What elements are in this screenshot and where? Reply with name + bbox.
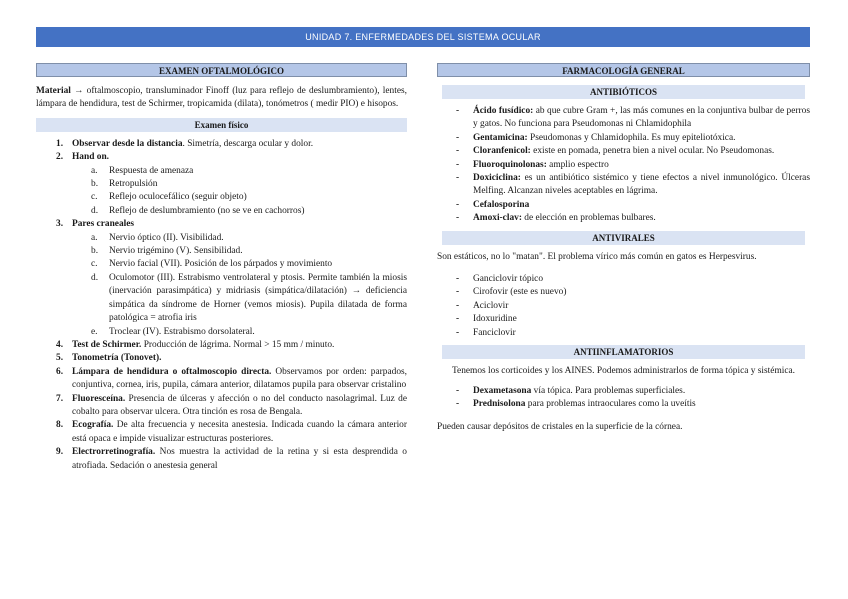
list-item: 4. Test de Schirmer. Producción de lágrima. Normal > 15 mm / minuto. bbox=[56, 339, 335, 350]
section-title-farmacologia: FARMACOLOGÍA GENERAL bbox=[437, 63, 810, 77]
antiinflamatorios-list bbox=[437, 385, 810, 412]
bullet-dash: - bbox=[456, 398, 460, 409]
list-item: b. Retropulsión bbox=[91, 179, 158, 190]
list-item: 7. Fluoresceína. Presencia de úlceras y afección o no del conducto nasolagrimal. Luz de cobalto para observar ulcera. Otra tinción es rosa de Bengala. bbox=[56, 393, 407, 417]
right-column bbox=[437, 63, 810, 435]
list-item: - Idoxuridine bbox=[437, 313, 810, 326]
section-title-examen: EXAMEN OFTALMOLÓGICO bbox=[36, 63, 407, 77]
bullet-dash: - bbox=[456, 314, 460, 325]
bullet-dash: - bbox=[456, 146, 460, 157]
material-label: Material bbox=[36, 86, 71, 96]
list-item: - Gentamicina: Pseudomonas y Chlamidophila. Es muy epiteliotóxica. bbox=[437, 132, 810, 145]
list-item: d. Reflejo de deslumbramiento (no se ve en cachorros) bbox=[91, 205, 305, 216]
list-item: d. Oculomotor (III). Estrabismo ventrolateral y ptosis. Permite también la miosis (inervación parasimpática) y midriasis (simpática/dilatación) → deficiencia simpática da síndrome de Horner (vemos miosis). Pupila dilatada de forma patológica = atrofia iris bbox=[91, 272, 407, 324]
list-item: - Cirofovir (este es nuevo) bbox=[437, 286, 810, 299]
subsection-title-examen-fisico: Examen físico bbox=[36, 118, 407, 132]
bullet-dash: - bbox=[456, 300, 460, 311]
subsection-title-antibioticos: ANTIBIÓTICOS bbox=[442, 85, 805, 99]
exam-list-tail bbox=[36, 339, 407, 473]
list-item: - Fanciclovir bbox=[437, 327, 810, 340]
list-item: 1. Observar desde la distancia. Simetría, descarga ocular y dolor. bbox=[56, 138, 314, 149]
bullet-dash: - bbox=[456, 385, 460, 396]
antibioticos-list bbox=[437, 105, 810, 226]
list-item: a. Respuesta de amenaza bbox=[91, 165, 194, 176]
bullet-dash: - bbox=[456, 199, 460, 210]
bullet-dash: - bbox=[456, 173, 460, 184]
material-text: → oftalmoscopio, transluminador Finoff (luz para reflejo de deslumbramiento), lentes, lámpara de hendidura, test de Schirmer, tropicamida (dilata), tonómetros ( medir PIO) e hisopos. bbox=[36, 86, 407, 110]
list-item: c. Nervio facial (VII). Posición de los párpados y movimiento bbox=[91, 259, 333, 270]
list-item: 3. Pares craneales bbox=[56, 219, 135, 230]
list-item: 8. Ecografía. De alta frecuencia y necesita anestesia. Indicada cuando la cámara anterior está opaca e impide visualizar estructuras posteriores. bbox=[56, 420, 407, 444]
bullet-dash: - bbox=[456, 159, 460, 170]
subsection-title-antiinflamatorios: ANTIINFLAMATORIOS bbox=[442, 345, 805, 359]
bullet-dash: - bbox=[456, 132, 460, 143]
bullet-dash: - bbox=[456, 287, 460, 298]
list-item: - Doxiciclina: es un antibiótico sistémico y tiene efectos a nivel inmunológico. Úlceras Melfing. Alcanzan niveles aceptables en lágrima. bbox=[456, 173, 810, 197]
list-item: e. Troclear (IV). Estrabismo dorsolateral. bbox=[91, 326, 255, 337]
antivirales-list bbox=[437, 273, 810, 340]
bullet-dash: - bbox=[456, 327, 460, 338]
bullet-dash: - bbox=[456, 213, 460, 224]
list-item: - Prednisolona para problemas intraoculares como la uveítis bbox=[437, 398, 810, 411]
list-item: - Amoxi-clav: de elección en problemas bulbares. bbox=[437, 212, 810, 225]
list-item: c. Reflejo oculocefálico (seguir objeto) bbox=[91, 192, 247, 203]
list-item: - Cloranfenicol: existe en pomada, penetra bien a nivel ocular. No Pseudomonas. bbox=[437, 145, 810, 158]
list-item: - Ácido fusídico: ab que cubre Gram +, las más comunes en la conjuntiva bulbar de perros y gatos. No funciona para Pseudomonas ni Chlamidophila bbox=[456, 106, 810, 130]
antiinflamatorios-intro: Tenemos los corticoides y los AINES. Podemos administrarlos de forma tópica y sistémica. bbox=[451, 366, 796, 377]
subsection-title-antivirales: ANTIVIRALES bbox=[442, 231, 805, 245]
list-item: - Fluoroquinolonas: amplio espectro bbox=[437, 159, 810, 172]
page-header-banner: UNIDAD 7. ENFERMEDADES DEL SISTEMA OCULAR bbox=[36, 27, 810, 47]
list-item: - Aciclovir bbox=[437, 300, 810, 313]
material-paragraph bbox=[36, 85, 407, 112]
bullet-dash: - bbox=[456, 274, 460, 285]
list-item: 6. Lámpara de hendidura o oftalmoscopio directa. Observamos por orden: parpados, conjuntiva, cornea, iris, pupila, cámara anterior, dilatamos pupila para observar cristalino bbox=[56, 366, 407, 391]
list-item: b. Nervio trigémino (V). Sensibilidad. bbox=[91, 246, 243, 257]
list-item: - Ganciclovir tópico bbox=[437, 273, 810, 286]
left-column bbox=[36, 63, 407, 473]
bullet-dash: - bbox=[456, 106, 460, 116]
hand-on-sublist bbox=[36, 165, 407, 219]
list-item: 5. Tonometría (Tonovet). bbox=[56, 353, 162, 364]
list-item: - Cefalosporina bbox=[437, 199, 810, 212]
list-item: 9. Electrorretinografía. Nos muestra la actividad de la retina y si esta desprendida o atrofiada. Sedación o anestesia general bbox=[56, 447, 407, 471]
antivirales-intro: Son estáticos, no lo "matan". El problema vírico más común en gatos es Herpesvirus. bbox=[437, 251, 757, 262]
list-item: - Dexametasona vía tópica. Para problemas superficiales. bbox=[437, 385, 810, 398]
pares-craneales-sublist bbox=[36, 232, 407, 339]
list-item: a. Nervio óptico (II). Visibilidad. bbox=[91, 232, 224, 243]
list-item: 2. Hand on. bbox=[56, 152, 109, 163]
exam-list bbox=[36, 138, 407, 165]
antiinflamatorios-note: Pueden causar depósitos de cristales en la superficie de la córnea. bbox=[437, 422, 683, 433]
exam-list-cont bbox=[36, 218, 407, 231]
